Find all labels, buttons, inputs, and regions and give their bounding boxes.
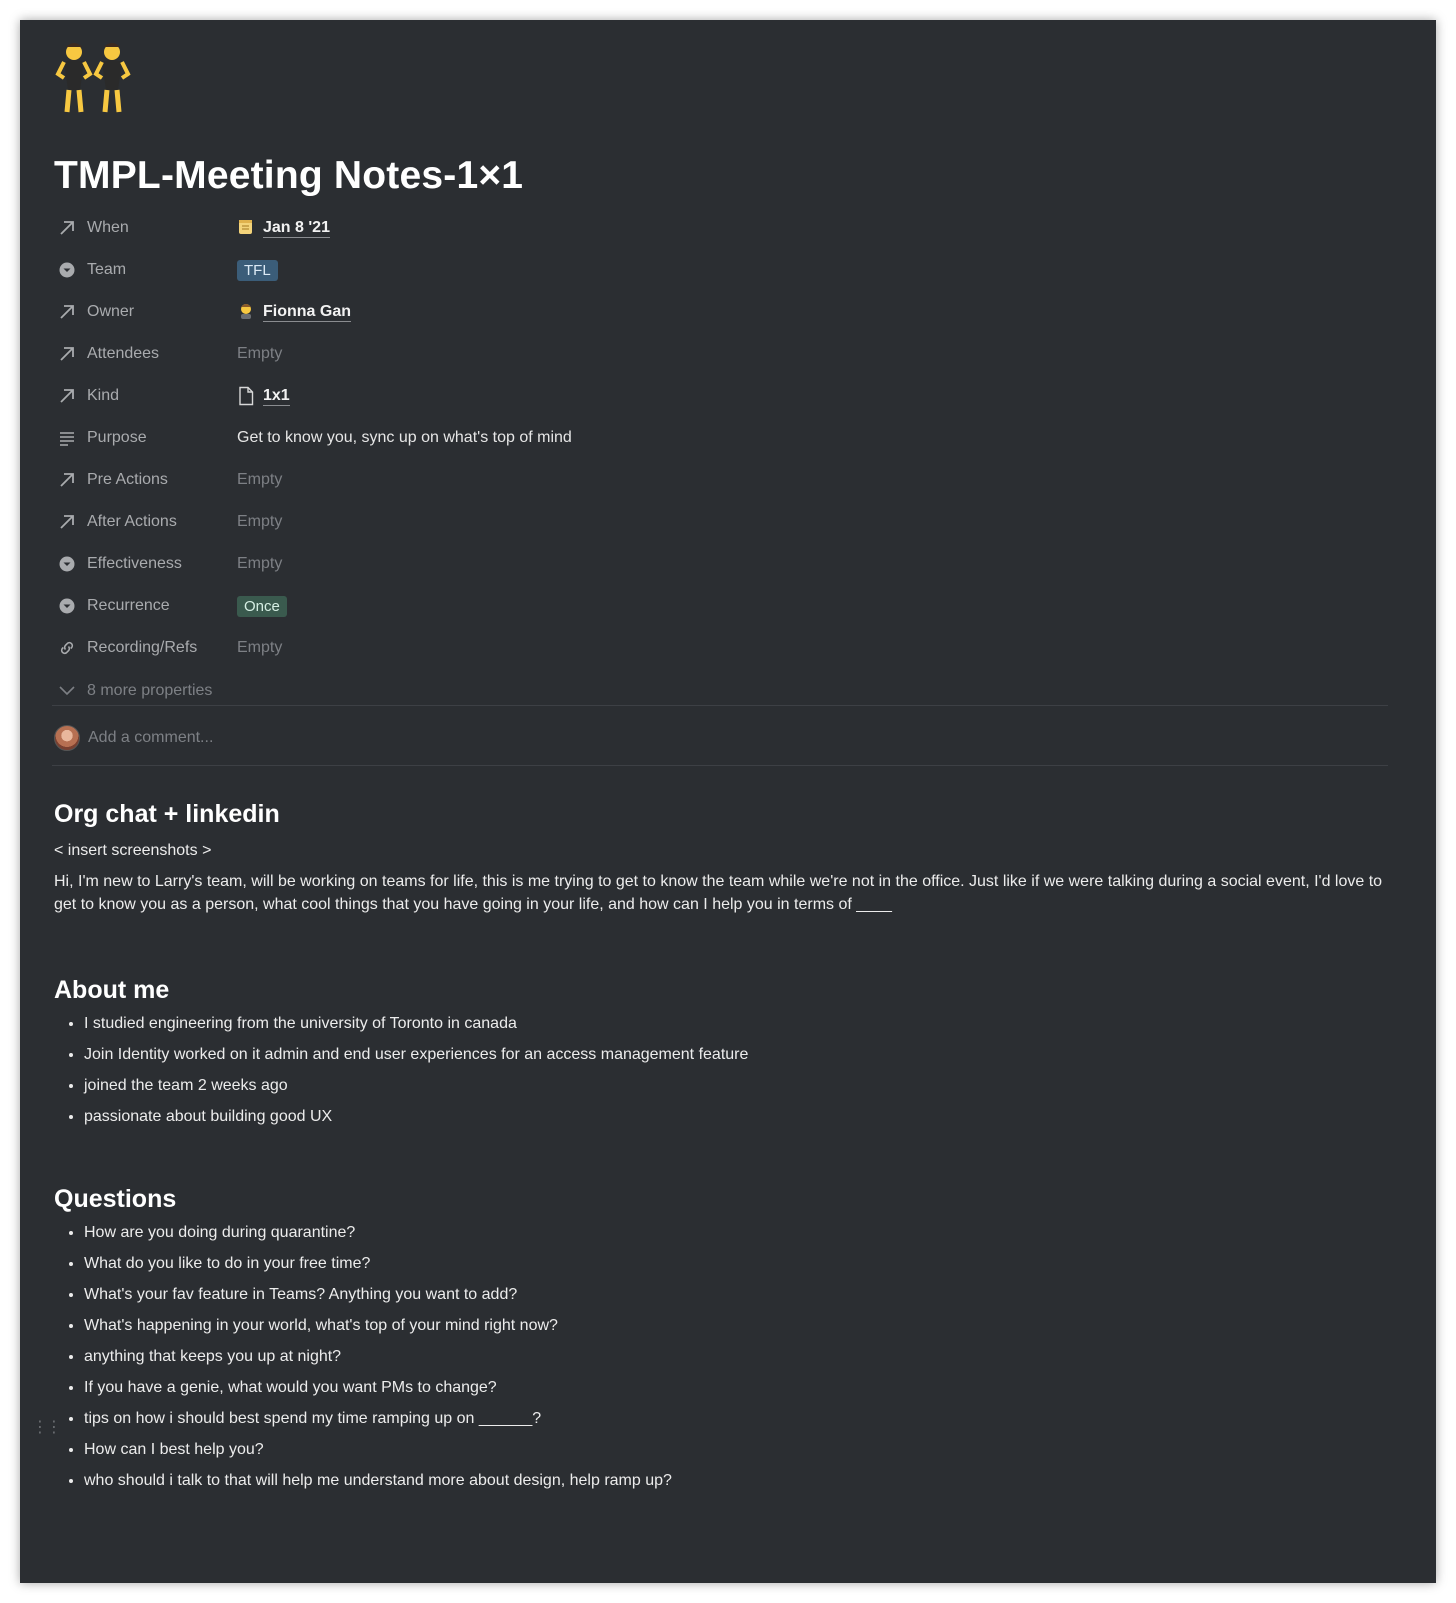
property-value[interactable]: [237, 596, 287, 617]
tag-once[interactable]: Once: [237, 596, 287, 617]
divider: [52, 765, 1388, 766]
heading-org-chat[interactable]: Org chat + linkedin: [54, 800, 280, 828]
list-item[interactable]: • anything that keeps you up at night?: [84, 1341, 1384, 1372]
property-row-kind[interactable]: [54, 375, 1154, 417]
page-title[interactable]: TMPL-Meeting Notes-1×1: [54, 154, 524, 197]
chevron-down-icon: [56, 686, 78, 696]
list-item[interactable]: • What's happening in your world, what's top of your mind right now?: [84, 1310, 1384, 1341]
relation-arrow-icon: [56, 217, 78, 239]
property-row-team[interactable]: [54, 249, 1154, 291]
property-value[interactable]: 1x1: [237, 386, 290, 406]
notion-page-window: [20, 20, 1436, 1583]
property-value[interactable]: Fionna Gan: [237, 302, 351, 322]
questions-list: [54, 1217, 1384, 1496]
link-icon: [56, 637, 78, 659]
intro-paragraph[interactable]: Hi, I'm new to Larry's team, will be working on teams for life, this is me trying to get to know the team while we're not in the office. Just like if we were talking during a social event, I'd love to get to know you as a person, what cool things that you have going in your life, and how can I help you in terms of ____: [54, 873, 1383, 913]
property-key[interactable]: Team: [54, 259, 237, 281]
page-content: [54, 800, 1384, 1496]
property-row-attendees[interactable]: [54, 333, 1154, 375]
property-row-recurrence[interactable]: [54, 585, 1154, 627]
property-value[interactable]: Empty: [237, 471, 283, 488]
heading-about-me[interactable]: About me: [54, 976, 170, 1004]
placeholder-text[interactable]: < insert screenshots >: [54, 842, 212, 859]
select-icon: [56, 595, 78, 617]
divider: [52, 705, 1388, 706]
property-key[interactable]: Recording/Refs: [54, 637, 237, 659]
list-item[interactable]: • What's your fav feature in Teams? Anything you want to add?: [84, 1279, 1384, 1310]
list-item[interactable]: • joined the team 2 weeks ago: [84, 1070, 1384, 1101]
property-row-effectiveness[interactable]: [54, 543, 1154, 585]
property-key[interactable]: Purpose: [54, 427, 237, 449]
relation-arrow-icon: [56, 385, 78, 407]
list-item[interactable]: • How can I best help you?: [84, 1434, 1384, 1465]
property-value[interactable]: Empty: [237, 345, 283, 362]
relation-arrow-icon: [56, 301, 78, 323]
relation-arrow-icon: [56, 343, 78, 365]
list-item[interactable]: • How are you doing during quarantine?: [84, 1217, 1384, 1248]
page-icon: [237, 386, 257, 406]
relation-arrow-icon: [56, 469, 78, 491]
avatar: [54, 725, 80, 751]
select-icon: [56, 553, 78, 575]
drag-handle-icon[interactable]: ⋮⋮: [32, 1419, 60, 1436]
property-key[interactable]: Owner: [54, 301, 237, 323]
text-icon: [56, 427, 78, 449]
property-value[interactable]: Empty: [237, 513, 283, 530]
about-me-list: [54, 1008, 1384, 1132]
list-item[interactable]: • passionate about building good UX: [84, 1101, 1384, 1132]
property-row-owner[interactable]: [54, 291, 1154, 333]
property-row-after-actions[interactable]: [54, 501, 1154, 543]
property-value[interactable]: Empty: [237, 555, 283, 572]
calendar-icon: [237, 218, 257, 238]
property-key[interactable]: Attendees: [54, 343, 237, 365]
property-key[interactable]: After Actions: [54, 511, 237, 533]
property-value[interactable]: Get to know you, sync up on what's top of mind: [237, 429, 572, 446]
list-item[interactable]: • who should i talk to that will help me understand more about design, help ramp up?: [84, 1465, 1384, 1496]
comment-input[interactable]: Add a comment...: [88, 729, 214, 746]
property-value[interactable]: Empty: [237, 639, 283, 656]
list-item[interactable]: • Join Identity worked on it admin and end user experiences for an access management feature: [84, 1039, 1384, 1070]
page-emoji-icon[interactable]: [54, 38, 134, 118]
property-row-recording-refs[interactable]: [54, 627, 1154, 669]
property-key[interactable]: Recurrence: [54, 595, 237, 617]
properties-list: [54, 207, 1154, 713]
heading-questions[interactable]: Questions: [54, 1185, 177, 1213]
select-icon: [56, 259, 78, 281]
tag-tfl[interactable]: TFL: [237, 260, 278, 281]
property-row-purpose[interactable]: [54, 417, 1154, 459]
list-item[interactable]: • If you have a genie, what would you want PMs to change?: [84, 1372, 1384, 1403]
property-value[interactable]: [237, 260, 278, 281]
person-icon: [237, 302, 257, 322]
property-key[interactable]: Pre Actions: [54, 469, 237, 491]
more-properties-toggle[interactable]: 8 more properties: [54, 669, 1154, 713]
list-item[interactable]: • I studied engineering from the university of Toronto in canada: [84, 1008, 1384, 1039]
list-item[interactable]: • What do you like to do in your free time?: [84, 1248, 1384, 1279]
property-value[interactable]: Jan 8 '21: [237, 218, 330, 238]
relation-arrow-icon: [56, 511, 78, 533]
list-item[interactable]: • tips on how i should best spend my time ramping up on ______?: [84, 1403, 1384, 1434]
property-row-when[interactable]: [54, 207, 1154, 249]
property-key[interactable]: When: [54, 217, 237, 239]
property-key[interactable]: Effectiveness: [54, 553, 237, 575]
comment-box[interactable]: [54, 725, 213, 751]
property-row-pre-actions[interactable]: [54, 459, 1154, 501]
property-key[interactable]: Kind: [54, 385, 237, 407]
